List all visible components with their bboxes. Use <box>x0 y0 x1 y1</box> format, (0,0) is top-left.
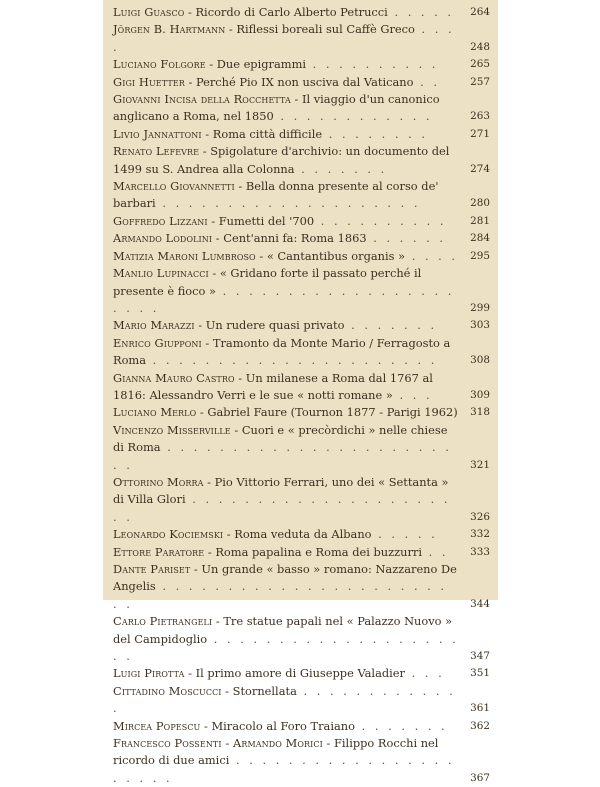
entry-title: Tramonto da Monte Mario / Ferragosto a Roma <box>113 335 451 368</box>
entry-separator: - <box>255 248 267 263</box>
leader-dots: . . . . . . . . . . . . . . . . . . . . . . <box>113 492 451 524</box>
toc-entry <box>113 21 490 56</box>
leader-dots: . . . . . . . . . . . . . . . . . . . . . . . . <box>113 440 452 472</box>
entry-separator: - <box>212 614 224 629</box>
entry-text <box>113 265 490 317</box>
entry-separator: - <box>190 562 202 576</box>
toc-entry <box>113 178 490 213</box>
entry-title: « Cantantibus organis » <box>266 248 406 263</box>
entry-author: Marcello Giovannetti <box>113 179 235 194</box>
leader-dots: . . . . . . . <box>344 318 438 333</box>
toc-entry <box>113 735 490 787</box>
entry-text <box>113 213 490 230</box>
entry-separator: - <box>212 231 224 246</box>
leader-dots: . . . . . . . . . . . . . . . . . . . . . . . . <box>113 579 448 611</box>
entry-title: Tre statue papali nel « Palazzo Nuovo » del Campidoglio <box>113 614 453 646</box>
toc-entry <box>113 474 490 526</box>
entry-separator: - <box>234 370 246 385</box>
entry-text <box>113 248 490 265</box>
toc-entry <box>113 718 490 735</box>
entry-text <box>113 178 490 213</box>
entry-title: Cuori e « precòrdichi » nelle chiese di Roma <box>113 422 448 455</box>
entry-text <box>113 56 490 73</box>
entry-page-number: 326 <box>470 510 490 523</box>
entry-author: Carlo Pietrangeli <box>113 614 213 629</box>
leader-dots: . . . . . . . . . . <box>306 57 439 72</box>
entry-page-number: 274 <box>470 162 490 175</box>
entry-title: Il primo amore di Giuseppe Valadier <box>195 666 405 681</box>
entry-author: Luigi Pirotta <box>113 666 185 681</box>
entry-separator: - <box>184 74 196 89</box>
entry-author: Luciano Folgore <box>113 57 206 72</box>
leader-dots: . . . . . . . . . . . . . . . . . . . . . . <box>113 753 455 785</box>
toc-entry <box>113 422 490 474</box>
toc-entry <box>113 561 490 613</box>
toc-entry <box>113 126 490 143</box>
entry-page-number: 284 <box>470 232 490 245</box>
entry-title: Gabriel Faure (Tournon 1877 - Parigi 1962) <box>207 405 458 420</box>
toc-entry <box>113 665 490 682</box>
leader-dots: . . . . . . . . . . <box>314 213 447 228</box>
toc-entry <box>113 230 490 247</box>
toc-entry <box>113 143 490 178</box>
entry-text <box>113 91 490 126</box>
entry-separator: - <box>204 544 216 559</box>
entry-title: Perché Pio IX non usciva dal Vaticano <box>195 74 414 89</box>
toc-entry <box>113 317 490 334</box>
leader-dots: . . . . . . . . . . . . <box>273 109 433 124</box>
entry-page-number: 280 <box>470 197 490 210</box>
toc-entry <box>113 4 490 21</box>
entry-page-number: 333 <box>470 545 490 558</box>
entry-text <box>113 665 490 682</box>
entry-page-number: 271 <box>470 127 490 140</box>
entry-separator: - <box>194 318 206 333</box>
entry-text <box>113 683 490 718</box>
entry-title: Un grande « basso » romano: Nazzareno De Angelis <box>113 562 457 594</box>
entry-title: Un rudere quasi privato <box>205 318 345 333</box>
entry-title: Filippo Rocchi nel ricordo di due amici <box>113 736 439 768</box>
leader-dots: . . <box>413 74 440 89</box>
entry-title: Stornellata <box>232 683 297 698</box>
entry-text <box>113 544 490 561</box>
toc-entry <box>113 370 490 405</box>
entry-title: Ricordo di Carlo Alberto Petrucci <box>195 5 388 19</box>
entry-separator: - <box>205 57 217 72</box>
entry-author: Mircea Popescu <box>113 718 201 733</box>
leader-dots: . . . . . . <box>366 231 447 246</box>
entry-text <box>113 735 490 787</box>
entry-author: Livio Jannattoni <box>113 126 202 141</box>
entry-author: Leonardo Kociemski <box>113 527 224 542</box>
entry-text <box>113 143 490 178</box>
entry-text <box>113 21 490 56</box>
entry-author: Ettore Paratore <box>113 544 205 559</box>
entry-author: Renato Lefevre <box>113 144 200 159</box>
entry-title: Cent'anni fa: Roma 1863 <box>223 231 367 246</box>
entry-title: Spigolature d'archivio: un documento del 1499 su S. Andrea alla Colonna <box>113 144 450 176</box>
entry-page-number: 361 <box>470 702 490 715</box>
entry-separator: - <box>234 179 246 194</box>
table-of-contents <box>113 4 490 787</box>
entry-text <box>113 4 490 21</box>
book-page <box>103 0 498 785</box>
entry-title: Roma città difficile <box>212 126 323 141</box>
leader-dots: . . . . . . . . . . . . . . . . . . . . <box>155 196 421 211</box>
entry-title: Due epigrammi <box>216 57 307 72</box>
entry-text <box>113 526 490 543</box>
leader-dots: . . . <box>404 666 445 681</box>
entry-page-number: 321 <box>470 458 490 471</box>
entry-separator: - <box>225 22 237 37</box>
entry-separator: - <box>207 213 219 228</box>
entry-author: Gigi Huetter <box>113 74 185 89</box>
entry-author: Dante Pariset <box>113 562 191 576</box>
entry-text <box>113 613 490 665</box>
entry-author: Vincenzo Misserville <box>113 422 231 437</box>
toc-entry <box>113 91 490 126</box>
entry-author: Goffredo Lizzani <box>113 213 208 228</box>
entry-author: Francesco Possenti - Armando Morici <box>113 736 323 751</box>
entry-separator: - <box>322 736 335 751</box>
entry-page-number: 344 <box>470 597 490 610</box>
entry-separator: - <box>208 266 220 281</box>
toc-entry <box>113 248 490 265</box>
entry-separator: - <box>230 422 242 437</box>
entry-page-number: 351 <box>470 667 490 680</box>
leader-dots: . . . . . . . . . . . . . <box>113 683 456 716</box>
entry-page-number: 318 <box>470 406 490 419</box>
entry-separator: - <box>221 683 233 698</box>
toc-entry <box>113 613 490 665</box>
entry-author: Manlio Lupinacci <box>113 266 209 281</box>
entry-text <box>113 126 490 143</box>
entry-text <box>113 718 490 735</box>
entry-page-number: 309 <box>470 388 490 401</box>
entry-title: Riflessi boreali sul Caffè Greco <box>236 22 415 37</box>
entry-separator: - <box>203 474 215 489</box>
entry-page-number: 367 <box>470 771 490 784</box>
entry-separator: - <box>184 5 196 19</box>
leader-dots: . . . . . . . . <box>322 126 429 141</box>
toc-entry <box>113 404 490 421</box>
entry-author: Luigi Guasco <box>113 5 185 19</box>
entry-page-number: 362 <box>470 719 490 732</box>
leader-dots: . . . . . <box>387 5 455 19</box>
toc-entry <box>113 683 490 718</box>
entry-title: Roma veduta da Albano <box>234 527 372 542</box>
leader-dots: . . . <box>392 387 433 402</box>
entry-text <box>113 74 490 91</box>
entry-text <box>113 561 490 613</box>
entry-page-number: 264 <box>470 6 490 18</box>
entry-separator: - <box>201 335 213 350</box>
entry-title: Miracolo al Foro Traiano <box>211 718 355 733</box>
toc-entry <box>113 265 490 317</box>
entry-title: Pio Vittorio Ferrari, uno dei « Settanta » di Villa Glori <box>113 474 449 507</box>
entry-author: Mario Marazzi <box>113 318 195 333</box>
toc-entry <box>113 74 490 91</box>
entry-page-number: 257 <box>470 75 490 88</box>
entry-author: Gianna Mauro Castro <box>113 370 235 385</box>
entry-page-number: 299 <box>470 301 490 314</box>
entry-separator: - <box>200 718 212 733</box>
entry-text <box>113 474 490 526</box>
entry-page-number: 347 <box>470 650 490 663</box>
entry-author: Jörgen B. Hartmann <box>113 22 226 37</box>
entry-title: Il viaggio d'un canonico anglicano a Roma, nel 1850 <box>113 92 440 124</box>
entry-text <box>113 317 490 334</box>
leader-dots: . . . . . <box>371 527 438 542</box>
entry-text <box>113 370 490 405</box>
toc-entry <box>113 213 490 230</box>
entry-separator: - <box>199 144 211 159</box>
entry-title: « Gridano forte il passato perché il presente è fioco » <box>113 266 422 298</box>
entry-separator: - <box>201 126 213 141</box>
entry-page-number: 265 <box>470 58 490 71</box>
entry-author: Armando Lodolini <box>113 231 213 246</box>
entry-page-number: 263 <box>470 110 490 123</box>
leader-dots: . . . . . . . . . . . . . . . . . . . . . <box>113 631 459 664</box>
entry-title: Un milanese a Roma dal 1767 al 1816: Alessandro Verri e le sue « notti romane » <box>113 370 433 402</box>
entry-author: Matizia Maroni Lumbroso <box>113 248 256 263</box>
entry-page-number: 248 <box>470 40 490 53</box>
leader-dots: . . <box>422 544 449 559</box>
entry-page-number: 295 <box>470 249 490 262</box>
entry-page-number: 332 <box>470 528 490 541</box>
entry-page-number: 303 <box>470 319 490 332</box>
entry-title: Bella donna presente al corso de' barbari <box>113 179 439 211</box>
entry-title: Roma papalina e Roma dei buzzurri <box>215 544 422 559</box>
entry-separator: - <box>290 92 302 107</box>
entry-author: Enrico Giupponi <box>113 335 202 350</box>
entry-page-number: 308 <box>470 354 490 367</box>
entry-page-number: 281 <box>470 214 490 227</box>
entry-text <box>113 230 490 247</box>
entry-separator: - <box>223 527 235 542</box>
leader-dots: . . . . . . . <box>294 161 388 176</box>
leader-dots: . . . . . . . . . . . . . . . . . . . . . . <box>113 283 455 315</box>
entry-author: Luciano Merlo <box>113 405 197 420</box>
toc-entry <box>113 56 490 73</box>
toc-entry <box>113 335 490 370</box>
entry-title: Fumetti del '700 <box>218 213 315 228</box>
leader-dots: . . . . . . . <box>354 718 448 733</box>
toc-entry <box>113 526 490 543</box>
leader-dots: . . . . <box>405 248 459 263</box>
toc-entry <box>113 544 490 561</box>
entry-separator: - <box>184 666 196 681</box>
entry-text <box>113 422 490 474</box>
entry-author: Ottorino Morra <box>113 474 204 489</box>
entry-text <box>113 335 490 370</box>
entry-separator: - <box>196 405 208 420</box>
leader-dots: . . . . . . . . . . . . . . . . . . . . . . <box>146 353 438 368</box>
entry-author: Giovanni Incisa della Rocchetta <box>113 92 291 107</box>
entry-author: Cittadino Moscucci <box>113 683 222 698</box>
entry-text <box>113 404 490 421</box>
leader-dots: . . . . <box>113 22 455 54</box>
